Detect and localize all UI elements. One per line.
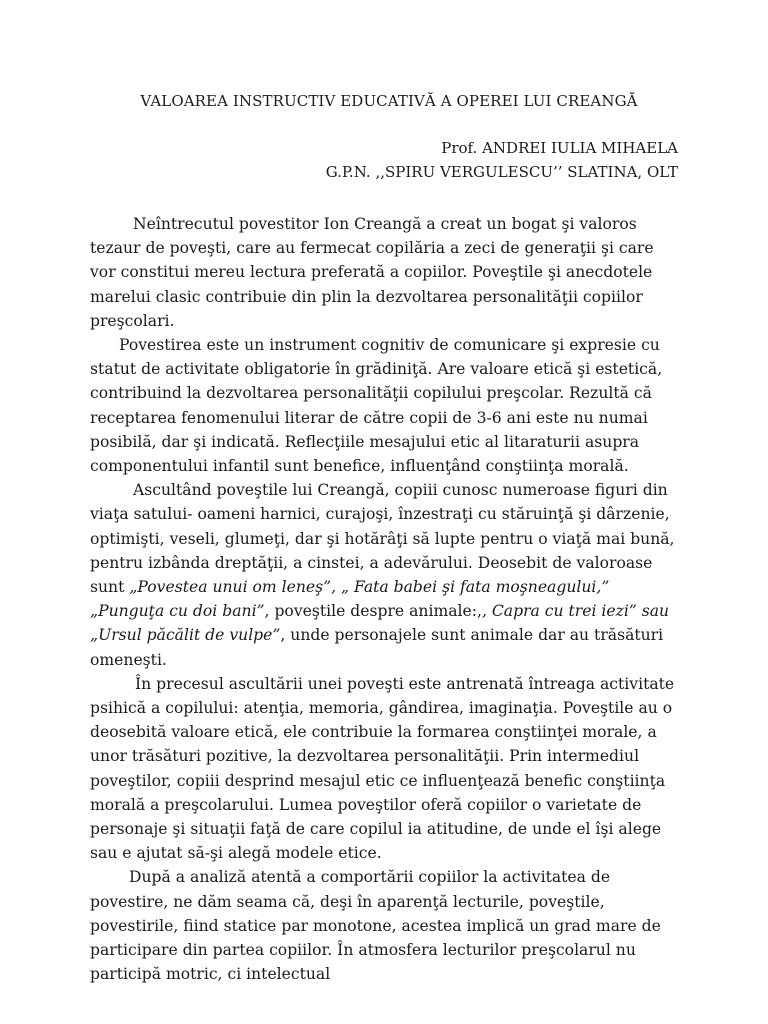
author-line: Prof. ANDREI IULIA MIHAELA bbox=[441, 139, 678, 157]
paragraph-2: Povestirea este un instrument cognitiv de comunicare şi expresie cu statut de activitate obligatorie în grădiniţă. Are valoare etică şi estetică, contribuind la dezvoltarea personalităţii copilului preşcolar. Rezultă că receptarea fenomenului literar de către copii de 3-6 ani este nu numai posibilă, dar şi indicată. Reflecţiile mesajului etic al litaraturii asupra componentului infantil sunt benefice, influenţând conştiinţa morală. bbox=[90, 336, 663, 476]
document-body bbox=[90, 212, 678, 987]
story-titles-italic-b: , Capra cu trei iezi” sau „Ursul păcălit de vulpe” bbox=[90, 602, 670, 645]
story-titles-italic-a: „Povestea unui om leneş”, „ Fata babei şi fata moşneagului,” „Punguţa cu doi bani” bbox=[90, 578, 610, 621]
paragraph-3-text-a: Ascultând poveştile lui Creangă, copiii cunosc numeroase figuri din viaţa satului- oameni harnici, curajoşi, înzestraţi cu stăruinţă şi dârzenie, optimişti, veseli, glumeţi, dar şi hotărâţi să lupte pentru o viaţă mai bună, pentru izbânda dreptăţii, a cinstei, a adevărului. Deosebit de valoroase sunt bbox=[90, 481, 675, 597]
byline bbox=[90, 136, 678, 184]
paragraph-3-text-c: , unde personajele sunt animale dar au trăsături omeneşti. bbox=[90, 626, 664, 669]
paragraph-4: În precesul ascultării unei poveşti este antrenată întreaga activitate psihică a copilului: atenţia, memoria, gândirea, imaginaţia. Poveştile au o deosebită valoare etică, ele contribuie la formarea conştiinţei morale, a unor trăsături pozitive, la dezvoltarea personalităţii. Prin intermediul poveştilor, copiii desprind mesajul etic ce influenţează benefic conştiinţa morală a preşcolarului. Lumea poveştilor oferă copiilor o varietate de personaje şi situaţii faţă de care copilul ia atitudine, de unde el îşi alege sau e ajutat să-şi alegă modele etice. bbox=[90, 674, 675, 863]
paragraph-3-text-b: , poveştile despre animale:, bbox=[264, 602, 482, 621]
document-title: VALOAREA INSTRUCTIV EDUCATIVĂ A OPEREI LUI CREANGĂ bbox=[140, 92, 638, 110]
paragraph-1: Neîntrecutul povestitor Ion Creangă a creat un bogat şi valoros tezaur de poveşti, care au fermecat copilăria a zeci de generaţii şi care vor constitui mereu lectura preferată a copiilor. Poveştile şi anecdotele marelui clasic contribuie din plin la dezvoltarea personalităţii copiilor preşcolari. bbox=[90, 215, 654, 330]
paragraph-3 bbox=[90, 478, 678, 672]
paragraph-5: După a analiză atentă a comportării copiilor la activitatea de povestire, ne dăm seama că, deşi în aparenţă lecturile, poveştile, povestirile, fiind statice par monotone, acestea implică un grad mare de participare din partea copiilor. În atmosfera lecturilor preşcolarul nu participă motric, ci intelectual bbox=[90, 868, 661, 984]
school-line: G.P.N. ,,SPIRU VERGULESCU’’ SLATINA, OLT bbox=[325, 163, 678, 181]
